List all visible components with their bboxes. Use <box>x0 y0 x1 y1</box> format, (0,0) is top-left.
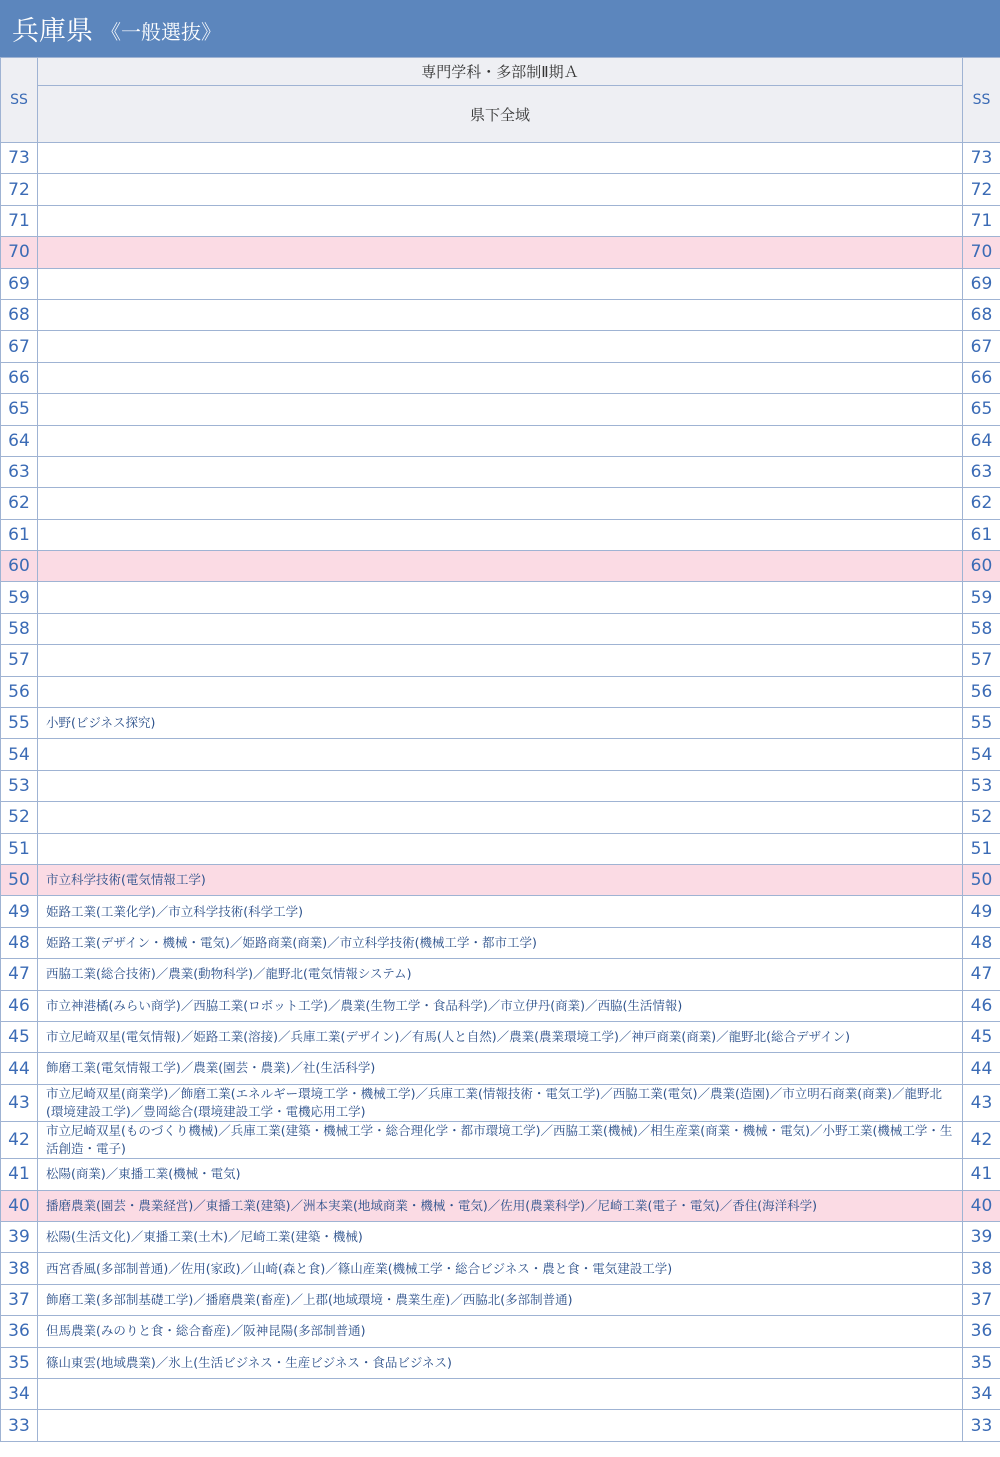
ss-value-left: 57 <box>1 645 38 676</box>
table-row <box>1 268 1000 299</box>
ss-value-right: 47 <box>963 959 1000 990</box>
table-row <box>1 299 1000 330</box>
ss-value-right: 45 <box>963 1021 1000 1052</box>
ss-value-right: 42 <box>963 1121 1000 1158</box>
ss-value-left: 39 <box>1 1222 38 1253</box>
school-list <box>38 739 963 770</box>
ss-value-right: 55 <box>963 708 1000 739</box>
table-row <box>1 927 1000 958</box>
table-row <box>1 551 1000 582</box>
school-list <box>38 1378 963 1409</box>
school-list <box>38 582 963 613</box>
header-category: 専門学科・多部制Ⅱ期Ａ <box>38 58 963 86</box>
ss-value-left: 58 <box>1 613 38 644</box>
school-list <box>38 488 963 519</box>
ss-value-left: 53 <box>1 770 38 801</box>
table-row <box>1 1222 1000 1253</box>
ss-value-left: 73 <box>1 143 38 174</box>
table-body <box>1 143 1000 1442</box>
table-row <box>1 425 1000 456</box>
school-list: 飾磨工業(電気情報工学)／農業(園芸・農業)／社(生活科学) <box>38 1053 963 1084</box>
prefecture-title: 兵庫県 <box>12 16 93 47</box>
ss-table <box>0 57 1000 1442</box>
table-row <box>1 1190 1000 1221</box>
ss-value-right: 52 <box>963 802 1000 833</box>
ss-value-left: 56 <box>1 676 38 707</box>
ss-value-right: 70 <box>963 237 1000 268</box>
table-row <box>1 205 1000 236</box>
school-list: 市立神港橘(みらい商学)／西脇工業(ロボット工学)／農業(生物工学・食品科学)／市立伊丹(商業)／西脇(生活情報) <box>38 990 963 1021</box>
ss-value-right: 34 <box>963 1378 1000 1409</box>
school-list: 市立尼崎双星(商業学)／飾磨工業(エネルギー環境工学・機械工学)／兵庫工業(情報技術・電気工学)／西脇工業(電気)／農業(造園)／市立明石商業(商業)／龍野北(環境建設工学)／豊岡総合(環境建設工学・電機応用工学) <box>38 1084 963 1121</box>
school-list <box>38 456 963 487</box>
ss-value-left: 59 <box>1 582 38 613</box>
school-list <box>38 770 963 801</box>
ss-value-left: 66 <box>1 362 38 393</box>
table-row <box>1 676 1000 707</box>
school-list: 松陽(生活文化)／東播工業(土木)／尼崎工業(建築・機械) <box>38 1222 963 1253</box>
ss-value-right: 39 <box>963 1222 1000 1253</box>
ss-value-right: 66 <box>963 362 1000 393</box>
ss-value-right: 63 <box>963 456 1000 487</box>
ss-value-left: 44 <box>1 1053 38 1084</box>
school-list <box>38 425 963 456</box>
table-row <box>1 1378 1000 1409</box>
school-list: 播磨農業(園芸・農業経営)／東播工業(建築)／洲本実業(地域商業・機械・電気)／佐用(農業科学)／尼崎工業(電子・電気)／香住(海洋科学) <box>38 1190 963 1221</box>
table-row <box>1 1121 1000 1158</box>
school-list <box>38 394 963 425</box>
ss-value-right: 49 <box>963 896 1000 927</box>
header-ss-right: SS <box>963 58 1000 143</box>
ss-value-right: 56 <box>963 676 1000 707</box>
table-row <box>1 645 1000 676</box>
ss-value-right: 64 <box>963 425 1000 456</box>
ss-value-right: 72 <box>963 174 1000 205</box>
ss-value-left: 51 <box>1 833 38 864</box>
table-row <box>1 1253 1000 1284</box>
school-list <box>38 205 963 236</box>
ss-value-left: 42 <box>1 1121 38 1158</box>
school-list: 飾磨工業(多部制基礎工学)／播磨農業(畜産)／上郡(地域環境・農業生産)／西脇北(多部制普通) <box>38 1284 963 1315</box>
table-row <box>1 456 1000 487</box>
ss-value-left: 46 <box>1 990 38 1021</box>
ss-value-left: 55 <box>1 708 38 739</box>
ss-value-right: 59 <box>963 582 1000 613</box>
ss-value-right: 57 <box>963 645 1000 676</box>
school-list <box>38 519 963 550</box>
school-list <box>38 362 963 393</box>
table-row <box>1 1347 1000 1378</box>
ss-value-left: 50 <box>1 864 38 895</box>
ss-value-right: 35 <box>963 1347 1000 1378</box>
table-row <box>1 739 1000 770</box>
table-row <box>1 1284 1000 1315</box>
school-list <box>38 613 963 644</box>
school-list <box>38 676 963 707</box>
ss-value-left: 37 <box>1 1284 38 1315</box>
school-list <box>38 299 963 330</box>
ss-value-right: 54 <box>963 739 1000 770</box>
ss-value-right: 33 <box>963 1410 1000 1441</box>
school-list: 姫路工業(工業化学)／市立科学技術(科学工学) <box>38 896 963 927</box>
title-bar <box>0 0 1000 57</box>
ss-value-left: 68 <box>1 299 38 330</box>
school-list: 篠山東雲(地域農業)／氷上(生活ビジネス・生産ビジネス・食品ビジネス) <box>38 1347 963 1378</box>
ss-value-right: 58 <box>963 613 1000 644</box>
school-list <box>38 645 963 676</box>
table-row <box>1 1021 1000 1052</box>
ss-value-right: 46 <box>963 990 1000 1021</box>
school-list <box>38 174 963 205</box>
school-list <box>38 237 963 268</box>
ss-value-left: 45 <box>1 1021 38 1052</box>
table-row <box>1 143 1000 174</box>
ss-value-left: 38 <box>1 1253 38 1284</box>
ss-value-right: 36 <box>963 1316 1000 1347</box>
school-list: 松陽(商業)／東播工業(機械・電気) <box>38 1159 963 1190</box>
ss-value-left: 35 <box>1 1347 38 1378</box>
ss-value-right: 44 <box>963 1053 1000 1084</box>
school-list <box>38 551 963 582</box>
school-list: 西脇工業(総合技術)／農業(動物科学)／龍野北(電気情報システム) <box>38 959 963 990</box>
table-row <box>1 519 1000 550</box>
school-list: 但馬農業(みのりと食・総合畜産)／阪神昆陽(多部制普通) <box>38 1316 963 1347</box>
ss-value-left: 69 <box>1 268 38 299</box>
ss-value-left: 61 <box>1 519 38 550</box>
header-ss-left: SS <box>1 58 38 143</box>
table-row <box>1 1159 1000 1190</box>
table-row <box>1 896 1000 927</box>
ss-value-right: 69 <box>963 268 1000 299</box>
table-row <box>1 488 1000 519</box>
school-list: 小野(ビジネス探究) <box>38 708 963 739</box>
school-list: 姫路工業(デザイン・機械・電気)／姫路商業(商業)／市立科学技術(機械工学・都市工学) <box>38 927 963 958</box>
ss-value-right: 61 <box>963 519 1000 550</box>
table-row <box>1 959 1000 990</box>
school-list <box>38 331 963 362</box>
table-row <box>1 864 1000 895</box>
ss-value-left: 47 <box>1 959 38 990</box>
school-list: 市立科学技術(電気情報工学) <box>38 864 963 895</box>
ss-value-left: 72 <box>1 174 38 205</box>
ss-value-left: 63 <box>1 456 38 487</box>
ss-value-left: 40 <box>1 1190 38 1221</box>
ss-value-left: 48 <box>1 927 38 958</box>
table-row <box>1 174 1000 205</box>
ss-value-left: 62 <box>1 488 38 519</box>
ss-value-left: 43 <box>1 1084 38 1121</box>
ss-value-right: 51 <box>963 833 1000 864</box>
table-row <box>1 362 1000 393</box>
ss-value-left: 54 <box>1 739 38 770</box>
table-row <box>1 1053 1000 1084</box>
school-list: 市立尼崎双星(ものづくり機械)／兵庫工業(建築・機械工学・総合理化学・都市環境工学)／西脇工業(機械)／相生産業(商業・機械・電気)／小野工業(機械工学・生活創造・電子) <box>38 1121 963 1158</box>
ss-value-right: 60 <box>963 551 1000 582</box>
ss-value-left: 70 <box>1 237 38 268</box>
ss-value-right: 65 <box>963 394 1000 425</box>
ss-value-left: 34 <box>1 1378 38 1409</box>
ss-value-left: 33 <box>1 1410 38 1441</box>
table-row <box>1 1084 1000 1121</box>
table-row <box>1 802 1000 833</box>
ss-value-right: 38 <box>963 1253 1000 1284</box>
ss-value-left: 64 <box>1 425 38 456</box>
table-row <box>1 770 1000 801</box>
table-row <box>1 613 1000 644</box>
ss-value-left: 36 <box>1 1316 38 1347</box>
table-row <box>1 331 1000 362</box>
school-list <box>38 802 963 833</box>
school-list <box>38 268 963 299</box>
ss-value-left: 52 <box>1 802 38 833</box>
ss-value-left: 49 <box>1 896 38 927</box>
ss-value-left: 60 <box>1 551 38 582</box>
table-row <box>1 833 1000 864</box>
school-list <box>38 143 963 174</box>
ss-value-left: 67 <box>1 331 38 362</box>
ss-value-right: 50 <box>963 864 1000 895</box>
ss-value-right: 68 <box>963 299 1000 330</box>
ss-value-right: 71 <box>963 205 1000 236</box>
ss-value-right: 67 <box>963 331 1000 362</box>
ss-value-right: 41 <box>963 1159 1000 1190</box>
table-row <box>1 990 1000 1021</box>
ss-value-right: 43 <box>963 1084 1000 1121</box>
ss-value-left: 71 <box>1 205 38 236</box>
table-row <box>1 582 1000 613</box>
school-list: 西宮香風(多部制普通)／佐用(家政)／山崎(森と食)／篠山産業(機械工学・総合ビジネス・農と食・電気建設工学) <box>38 1253 963 1284</box>
header-area: 県下全域 <box>38 86 963 143</box>
school-list: 市立尼崎双星(電気情報)／姫路工業(溶接)／兵庫工業(デザイン)／有馬(人と自然)／農業(農業環境工学)／神戸商業(商業)／龍野北(総合デザイン) <box>38 1021 963 1052</box>
table-row <box>1 1316 1000 1347</box>
ss-value-right: 37 <box>963 1284 1000 1315</box>
table-row <box>1 394 1000 425</box>
ss-value-right: 40 <box>963 1190 1000 1221</box>
ss-value-right: 48 <box>963 927 1000 958</box>
selection-type: 《一般選抜》 <box>101 20 221 44</box>
ss-value-left: 65 <box>1 394 38 425</box>
school-list <box>38 833 963 864</box>
ss-value-left: 41 <box>1 1159 38 1190</box>
ss-value-right: 62 <box>963 488 1000 519</box>
school-list <box>38 1410 963 1441</box>
table-row <box>1 708 1000 739</box>
table-row <box>1 1410 1000 1441</box>
table-row <box>1 237 1000 268</box>
ss-value-right: 53 <box>963 770 1000 801</box>
ss-value-right: 73 <box>963 143 1000 174</box>
